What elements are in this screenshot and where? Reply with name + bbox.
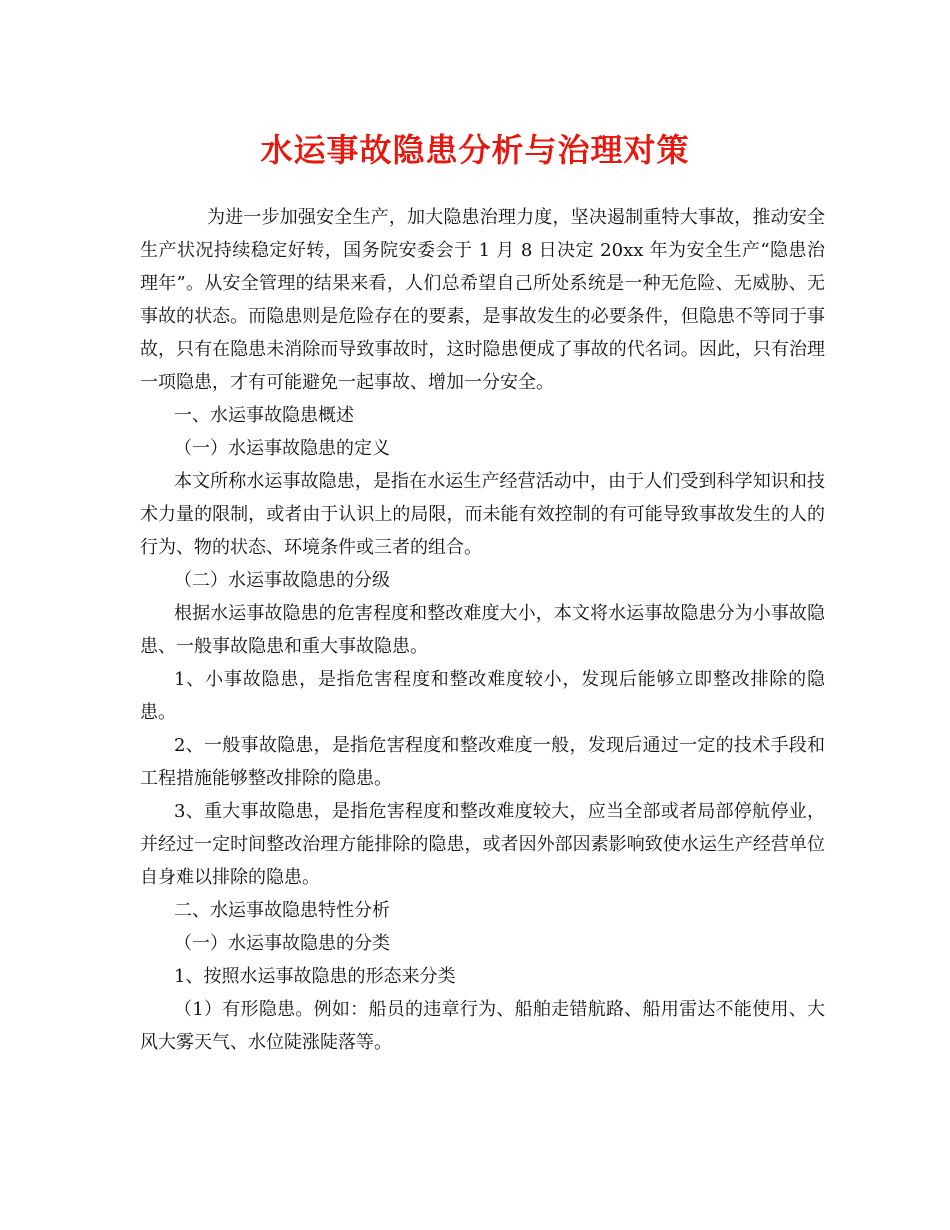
subsection-heading-1-2: （二）水运事故隐患的分级 bbox=[174, 570, 390, 591]
document-title: 水运事故隐患分析与治理对策 bbox=[260, 131, 690, 169]
section-heading-1: 一、水运事故隐患概述 bbox=[174, 405, 354, 426]
list-item-major-hazard: 3、重大事故隐患，是指危害程度和整改难度较大，应当全部或者局部停航停业，并经过一定时间整改治理方能排除的隐患，或者因外部因素影响致使水运生产经营单位自身难以排除的隐患。 bbox=[140, 801, 825, 888]
classification-paragraph: 根据水运事故隐患的危害程度和整改难度大小，本文将水运事故隐患分为小事故隐患、一般事故隐患和重大事故隐患。 bbox=[140, 603, 825, 657]
list-item-minor-hazard: 1、小事故隐患，是指危害程度和整改难度较小，发现后能够立即整改排除的隐患。 bbox=[140, 669, 825, 723]
subsection-heading-2-1: （一）水运事故隐患的分类 bbox=[174, 933, 390, 954]
section-heading-2: 二、水运事故隐患特性分析 bbox=[174, 900, 390, 921]
subsection-heading-1-1: （一）水运事故隐患的定义 bbox=[174, 438, 390, 459]
document-body bbox=[140, 201, 825, 1059]
list-item-general-hazard: 2、一般事故隐患，是指危害程度和整改难度一般，发现后通过一定的技术手段和工程措施能够整改排除的隐患。 bbox=[140, 735, 825, 789]
intro-paragraph: 为进一步加强安全生产，加大隐患治理力度，坚决遏制重特大事故，推动安全生产状况持续稳定好转，国务院安委会于 1 月 8 日决定 20xx 年为安全生产“隐患治理年”。从安全管理的结果来看，人们总希望自己所处系统是一种无危险、无威胁、无事故的状态。而隐患则是危险存在的要素，是事故发生的必要条件，但隐患不等同于事故，只有在隐患未消除而导致事故时，这时隐患便成了事故的代名词。因此，只有治理一项隐患，才有可能避免一起事故、增加一分安全。 bbox=[140, 207, 825, 393]
definition-paragraph: 本文所称水运事故隐患，是指在水运生产经营活动中，由于人们受到科学知识和技术力量的限制，或者由于认识上的局限，而未能有效控制的有可能导致事故发生的人的行为、物的状态、环境条件或三者的组合。 bbox=[140, 471, 825, 558]
list-item-tangible-hazard: （1）有形隐患。例如：船员的违章行为、船舶走错航路、船用雷达不能使用、大风大雾天气、水位陡涨陡落等。 bbox=[140, 999, 825, 1053]
list-item-by-form: 1、按照水运事故隐患的形态来分类 bbox=[174, 966, 456, 987]
